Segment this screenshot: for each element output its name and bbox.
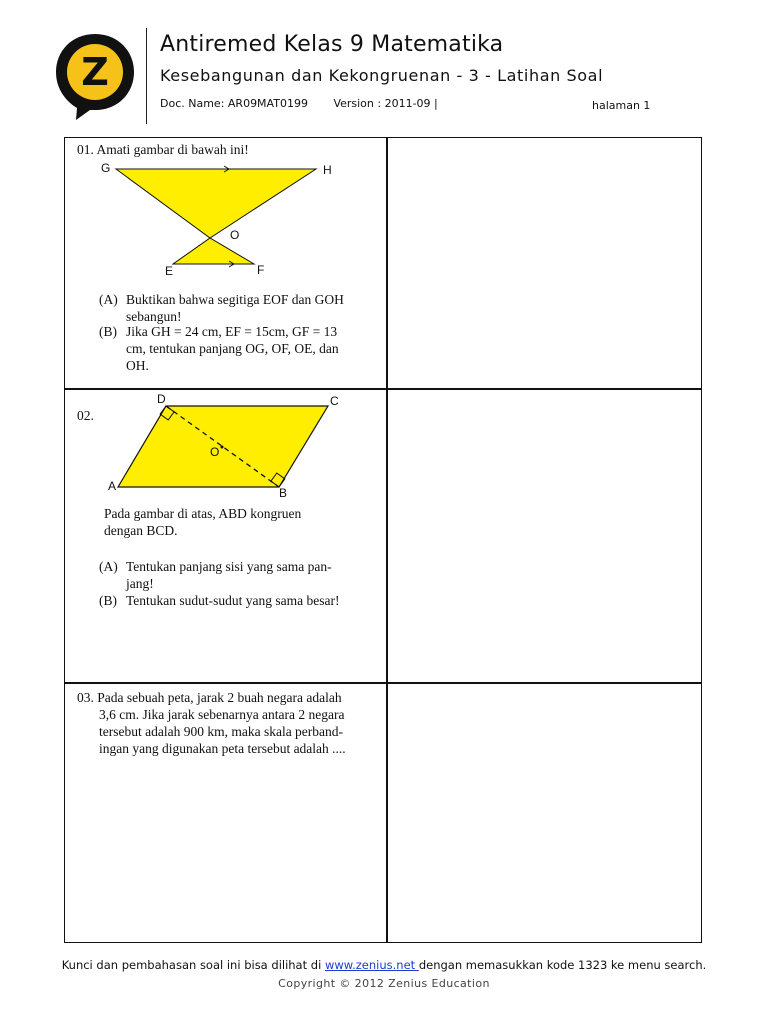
label-E: E bbox=[165, 264, 174, 278]
page-title: Antiremed Kelas 9 Matematika bbox=[160, 32, 504, 57]
zenius-logo bbox=[52, 30, 138, 122]
doc-name: Doc. Name: AR09MAT0199 bbox=[160, 97, 308, 110]
q3-line3: tersebut adalah 900 km, maka skala perband- bbox=[99, 724, 344, 739]
q2-option-b-line1: Tentukan sudut-sudut yang sama besar! bbox=[126, 593, 340, 608]
q2-option-a-line1: Tentukan panjang sisi yang sama pan- bbox=[126, 559, 332, 574]
q2-option-a-line2: jang! bbox=[126, 576, 154, 591]
q1-prompt: 01. Amati gambar di bawah ini! bbox=[77, 142, 249, 157]
q2-option-b-letter: (B) bbox=[99, 593, 117, 608]
logo-letter: Z bbox=[81, 50, 109, 94]
page-subtitle: Kesebangunan dan Kekongruenan - 3 - Latihan Soal bbox=[160, 66, 604, 85]
table-column-divider bbox=[386, 137, 388, 943]
copyright: Copyright © 2012 Zenius Education bbox=[278, 977, 490, 990]
label-G: G bbox=[101, 161, 111, 175]
triangle-GOH bbox=[116, 169, 316, 238]
q2-option-a bbox=[99, 558, 379, 592]
q1-figure bbox=[96, 158, 356, 280]
page-number: halaman 1 bbox=[592, 99, 651, 112]
q2-statement-line1: Pada gambar di atas, ABD kongruen bbox=[104, 506, 302, 521]
doc-info bbox=[160, 97, 460, 110]
footer-note bbox=[0, 958, 768, 972]
q1-option-a-line1: Buktikan bahwa segitiga EOF dan GOH bbox=[126, 292, 344, 307]
label-D: D bbox=[157, 392, 166, 406]
header-divider bbox=[146, 28, 147, 124]
table-row-divider-2 bbox=[64, 682, 702, 684]
q1-option-a bbox=[99, 291, 379, 325]
table-row-divider-1 bbox=[64, 388, 702, 390]
q2-figure bbox=[104, 392, 349, 502]
zenius-link[interactable]: www.zenius.net bbox=[324, 958, 419, 972]
q1-option-b-letter: (B) bbox=[99, 324, 117, 339]
footer-text-before: Kunci dan pembahasan soal ini bisa dilihat di bbox=[61, 958, 325, 972]
label-A: A bbox=[108, 479, 117, 493]
q3-line2: 3,6 cm. Jika jarak sebenarnya antara 2 negara bbox=[99, 707, 345, 722]
q1-option-a-letter: (A) bbox=[99, 292, 118, 307]
label-H: H bbox=[323, 163, 332, 177]
q1-option-b bbox=[99, 323, 379, 375]
label-B: B bbox=[279, 486, 288, 500]
label-F: F bbox=[257, 263, 265, 277]
q3-line1: 03. Pada sebuah peta, jarak 2 buah negara adalah bbox=[77, 690, 342, 705]
label-C: C bbox=[330, 394, 339, 408]
triangle-EOF bbox=[173, 238, 254, 264]
label-O: O bbox=[210, 445, 220, 459]
q2-number: 02. bbox=[77, 408, 94, 423]
q2-statement-line2: dengan BCD. bbox=[104, 523, 178, 538]
footer-text-after: dengan memasukkan kode 1323 ke menu search. bbox=[418, 958, 707, 972]
q1-option-b-line2: cm, tentukan panjang OG, OF, OE, dan bbox=[126, 341, 339, 356]
q1-option-b-line3: OH. bbox=[126, 358, 149, 373]
q3-line4: ingan yang digunakan peta tersebut adalah .... bbox=[99, 741, 346, 756]
point-O bbox=[221, 446, 224, 449]
q1-option-b-line1: Jika GH = 24 cm, EF = 15cm, GF = 13 bbox=[126, 324, 338, 339]
q1-option-a-line2: sebangun! bbox=[126, 309, 182, 324]
q2-option-b bbox=[99, 592, 379, 609]
doc-version: Version : 2011-09 | bbox=[333, 97, 438, 110]
label-O: O bbox=[230, 228, 240, 242]
q2-option-a-letter: (A) bbox=[99, 559, 118, 574]
